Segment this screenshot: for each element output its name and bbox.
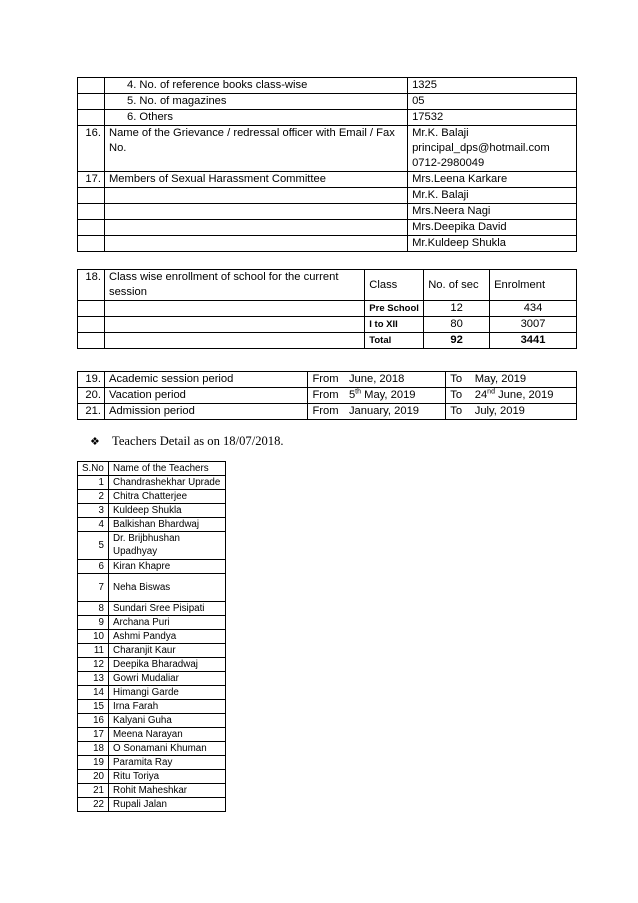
- table-row: [78, 388, 577, 404]
- to-date: July, 2019: [471, 404, 577, 420]
- table-row: [78, 714, 226, 728]
- empty-cell: [104, 301, 364, 317]
- row-number: [78, 220, 105, 236]
- column-header: S.No: [78, 462, 109, 476]
- column-header: Name of the Teachers: [109, 462, 226, 476]
- empty-cell: [78, 333, 105, 349]
- enrolment-cell: 3441: [490, 333, 577, 349]
- table-header-row: [78, 462, 226, 476]
- empty-cell: [104, 333, 364, 349]
- periods-table: [77, 371, 577, 420]
- teacher-sno: 1: [78, 476, 109, 490]
- to-word: To: [446, 372, 471, 388]
- teacher-name: Chitra Chatterjee: [109, 490, 226, 504]
- table-row: [78, 188, 577, 204]
- teacher-name: Rupali Jalan: [109, 798, 226, 812]
- row-number: [78, 204, 105, 220]
- table-row: [78, 110, 577, 126]
- officer-fax: 0712-2980049: [412, 157, 485, 169]
- to-suffix: nd: [487, 388, 495, 396]
- teacher-name: O Sonamani Khuman: [109, 742, 226, 756]
- teacher-sno: 3: [78, 504, 109, 518]
- table-row: [78, 728, 226, 742]
- row-label: Members of Sexual Harassment Committee: [104, 172, 407, 188]
- enrollment-table: [77, 269, 577, 349]
- row-label: [104, 204, 407, 220]
- teacher-sno: 13: [78, 672, 109, 686]
- table-row: [78, 630, 226, 644]
- table-row: [78, 126, 577, 172]
- row-number: 18.: [78, 270, 105, 301]
- row-number: 16.: [78, 126, 105, 172]
- teacher-sno: 9: [78, 616, 109, 630]
- from-word: From: [308, 372, 345, 388]
- to-rest: June, 2019: [494, 389, 554, 401]
- from-word: From: [308, 404, 345, 420]
- row-value: 05: [408, 94, 577, 110]
- teacher-sno: 16: [78, 714, 109, 728]
- table-row: [78, 476, 226, 490]
- teacher-name: Archana Puri: [109, 616, 226, 630]
- teacher-name: Meena Narayan: [109, 728, 226, 742]
- row-value: Mrs.Leena Karkare: [408, 172, 577, 188]
- row-label: 5. No. of magazines: [104, 94, 407, 110]
- table-row: [78, 672, 226, 686]
- table-row: [78, 616, 226, 630]
- table-row: [78, 236, 577, 252]
- table-row: [78, 770, 226, 784]
- class-cell: Total: [365, 333, 424, 349]
- row-label: 6. Others: [104, 110, 407, 126]
- table-row: [78, 301, 577, 317]
- row-number: [78, 78, 105, 94]
- table-row: [78, 518, 226, 532]
- column-header: No. of sec: [424, 270, 490, 301]
- to-day: 24: [474, 389, 488, 401]
- teacher-name: Neha Biswas: [109, 574, 226, 602]
- teacher-name: Gowri Mudaliar: [109, 672, 226, 686]
- teacher-sno: 20: [78, 770, 109, 784]
- teacher-sno: 8: [78, 602, 109, 616]
- table-row: [78, 560, 226, 574]
- row-value: Mrs.Neera Nagi: [408, 204, 577, 220]
- bullet-diamond-icon: ❖: [90, 436, 100, 448]
- teacher-name: Dr. Brijbhushan Upadhyay: [109, 532, 226, 560]
- teacher-sno: 19: [78, 756, 109, 770]
- teacher-name: Himangi Garde: [109, 686, 226, 700]
- row-label: 4. No. of reference books class-wise: [104, 78, 407, 94]
- to-word: To: [446, 404, 471, 420]
- table-row: [78, 220, 577, 236]
- teacher-sno: 4: [78, 518, 109, 532]
- table-row: [78, 602, 226, 616]
- teacher-name: Kuldeep Shukla: [109, 504, 226, 518]
- table-row: [78, 742, 226, 756]
- row-label: [104, 220, 407, 236]
- empty-cell: [104, 317, 364, 333]
- row-number: 20.: [78, 388, 105, 404]
- empty-cell: [78, 301, 105, 317]
- table-row: [78, 504, 226, 518]
- table-row: [78, 317, 577, 333]
- from-date: [345, 388, 446, 404]
- teacher-sno: 22: [78, 798, 109, 812]
- period-label: Admission period: [104, 404, 307, 420]
- empty-cell: [78, 317, 105, 333]
- sections-cell: 80: [424, 317, 490, 333]
- teacher-name: Chandrashekhar Uprade: [109, 476, 226, 490]
- column-header: Class: [365, 270, 424, 301]
- table-row: [78, 574, 226, 602]
- row-value: [408, 126, 577, 172]
- teacher-name: Kiran Khapre: [109, 560, 226, 574]
- table-row: [78, 798, 226, 812]
- row-label: Class wise enrollment of school for the current session: [104, 270, 364, 301]
- teachers-table: [77, 461, 226, 812]
- row-number: [78, 94, 105, 110]
- from-suffix: th: [355, 388, 362, 396]
- row-number: 21.: [78, 404, 105, 420]
- teacher-sno: 6: [78, 560, 109, 574]
- row-value: 17532: [408, 110, 577, 126]
- row-number: [78, 110, 105, 126]
- teacher-sno: 11: [78, 644, 109, 658]
- table-row: [78, 94, 577, 110]
- row-label: [104, 188, 407, 204]
- teacher-name: Charanjit Kaur: [109, 644, 226, 658]
- row-value: 1325: [408, 78, 577, 94]
- teacher-name: Ritu Toriya: [109, 770, 226, 784]
- enrolment-cell: 434: [490, 301, 577, 317]
- from-rest: May, 2019: [361, 389, 416, 401]
- teacher-sno: 5: [78, 532, 109, 560]
- teachers-heading: [90, 434, 284, 449]
- table-row: [78, 658, 226, 672]
- table-row: [78, 644, 226, 658]
- from-date: January, 2019: [345, 404, 446, 420]
- table-row: [78, 686, 226, 700]
- sections-cell: 12: [424, 301, 490, 317]
- teacher-name: Deepika Bharadwaj: [109, 658, 226, 672]
- enrolment-cell: 3007: [490, 317, 577, 333]
- table-row: [78, 784, 226, 798]
- teacher-sno: 12: [78, 658, 109, 672]
- teacher-sno: 17: [78, 728, 109, 742]
- row-value: Mr.Kuldeep Shukla: [408, 236, 577, 252]
- table-row: [78, 372, 577, 388]
- class-cell: Pre School: [365, 301, 424, 317]
- grievance-label: Name of the Grievance / redressal officer with Email / Fax No.: [108, 127, 395, 154]
- teacher-sno: 14: [78, 686, 109, 700]
- row-value: Mr.K. Balaji: [408, 188, 577, 204]
- sections-cell: 92: [424, 333, 490, 349]
- row-number: [78, 188, 105, 204]
- teacher-sno: 21: [78, 784, 109, 798]
- teacher-name: Kalyani Guha: [109, 714, 226, 728]
- column-header: Enrolment: [490, 270, 577, 301]
- table-row: [78, 404, 577, 420]
- teacher-name: Irna Farah: [109, 700, 226, 714]
- to-date: [471, 388, 577, 404]
- row-number: [78, 236, 105, 252]
- to-date: May, 2019: [471, 372, 577, 388]
- from-day: 5: [348, 389, 356, 401]
- teachers-heading-text: Teachers Detail as on 18/07/2018.: [112, 434, 284, 448]
- teacher-name: Rohit Maheshkar: [109, 784, 226, 798]
- teacher-name: Balkishan Bhardwaj: [109, 518, 226, 532]
- table-row: [78, 490, 226, 504]
- table-row: [78, 204, 577, 220]
- officer-name: Mr.K. Balaji: [412, 127, 469, 139]
- teacher-sno: 7: [78, 574, 109, 602]
- officer-email: principal_dps@hotmail.com: [412, 142, 550, 154]
- table-row: [78, 270, 577, 301]
- to-word: To: [446, 388, 471, 404]
- from-date: June, 2018: [345, 372, 446, 388]
- school-info-table: [77, 77, 577, 252]
- row-value: Mrs.Deepika David: [408, 220, 577, 236]
- teacher-sno: 2: [78, 490, 109, 504]
- teacher-sno: 15: [78, 700, 109, 714]
- table-row: [78, 172, 577, 188]
- row-number: 19.: [78, 372, 105, 388]
- teacher-sno: 10: [78, 630, 109, 644]
- table-row: [78, 333, 577, 349]
- teacher-name: Sundari Sree Pisipati: [109, 602, 226, 616]
- table-row: [78, 532, 226, 560]
- period-label: Vacation period: [104, 388, 307, 404]
- teacher-name: Paramita Ray: [109, 756, 226, 770]
- from-word: From: [308, 388, 345, 404]
- table-row: [78, 700, 226, 714]
- row-label: [104, 236, 407, 252]
- teacher-name: Ashmi Pandya: [109, 630, 226, 644]
- row-number: 17.: [78, 172, 105, 188]
- period-label: Academic session period: [104, 372, 307, 388]
- table-row: [78, 756, 226, 770]
- class-cell: I to XII: [365, 317, 424, 333]
- teacher-sno: 18: [78, 742, 109, 756]
- table-row: [78, 78, 577, 94]
- row-label: [104, 126, 407, 172]
